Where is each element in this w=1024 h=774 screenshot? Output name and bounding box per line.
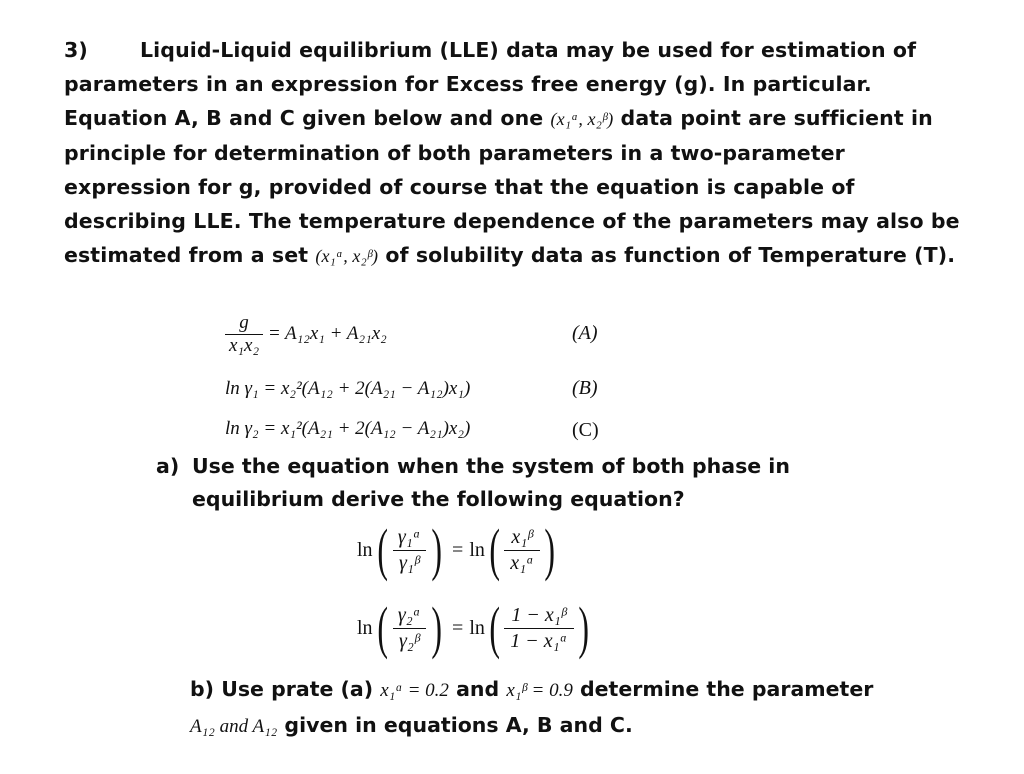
pair-notation-2: (x₁ᵅ, x₂ᵝ) <box>315 246 379 266</box>
ln-2-left-num: γ₂ᵅ <box>397 603 421 626</box>
paren-close-icon: ) <box>544 517 555 582</box>
ln-1-left-num: γ₁ᵅ <box>397 525 421 548</box>
part-b-condition-2: x₁ᵝ = 0.9 <box>506 680 573 701</box>
ln-1-left: ln <box>357 538 373 561</box>
ln-1-right: ln <box>469 538 485 561</box>
equation-b-expr: ln γ₁ = x₂²(A₁₂ + 2(A₂₁ − A₁₂)x₁) <box>225 378 471 399</box>
part-a-line-1: Use the equation when the system of both phase in <box>192 454 790 478</box>
paren-close-icon: ) <box>577 595 589 660</box>
paren-close-icon: ) <box>431 595 442 660</box>
ln-1-right-den: x₁ᵅ <box>504 550 540 576</box>
ln-2-left-fraction <box>392 603 427 654</box>
paren-open-icon: ( <box>376 595 388 660</box>
paren-close-icon: ) <box>431 517 442 582</box>
ln-2-right-fraction <box>504 603 573 654</box>
part-b-text-2: and <box>448 677 507 701</box>
part-a <box>156 450 976 516</box>
question-paragraph <box>64 33 974 273</box>
part-b <box>190 672 990 744</box>
part-b-text-3: determine the parameter <box>572 677 874 701</box>
ln-1-right-num: x₁ᵝ <box>511 525 533 548</box>
ln-2-right-num: 1 − x₁ᵝ <box>511 603 567 626</box>
pair-notation-1: (x₁ᵅ, x₂ᵝ) <box>550 109 614 129</box>
part-b-params: A₁₂ and A₁₂ <box>190 716 278 737</box>
ln-1-left-den: γ₁ᵝ <box>393 550 426 576</box>
question-text-3: of solubility data as function of Temperature (T). <box>378 243 956 267</box>
paren-open-icon: ( <box>376 517 388 582</box>
equation-b <box>225 378 470 400</box>
ln-equation-2 <box>357 595 593 660</box>
question-text-2: data point are sufficient in principle for determination of both parameters in a two-parameter expression for g, provided of course that the equation is capable of describing LLE. The temperature dependence of the parameters may also be estimated from a set <box>64 106 960 267</box>
ln-1-left-fraction <box>392 525 427 576</box>
equation-c-expr: ln γ₂ = x₁²(A₂₁ + 2(A₁₂ − A₂₁)x₂) <box>225 418 471 439</box>
paren-open-icon: ( <box>489 517 500 582</box>
part-b-label: b) <box>190 677 215 701</box>
equation-a-numerator: g <box>239 312 249 333</box>
equation-a-label: (A) <box>572 322 598 344</box>
part-b-text-1: Use prate (a) <box>221 677 381 701</box>
ln-equation-1 <box>357 517 559 582</box>
ln-2-left-den: γ₂ᵝ <box>393 628 426 654</box>
question-text-1: Liquid-Liquid equilibrium (LLE) data may be used for estimation of parameters in an expression for Excess free energy (g). In particular. Equation A, B and C given below and one <box>64 38 917 130</box>
ln-1-equals: = <box>452 538 464 561</box>
ln-2-equals: = <box>452 616 464 639</box>
part-a-line-2: equilibrium derive the following equation? <box>192 487 685 511</box>
ln-2-right: ln <box>469 616 485 639</box>
equation-c <box>225 418 470 440</box>
ln-2-right-den: 1 − x₁ᵅ <box>504 628 573 654</box>
equation-a-fraction <box>225 312 263 357</box>
paren-open-icon: ( <box>489 595 500 660</box>
part-a-label: a) <box>156 454 180 478</box>
equation-a-denominator: x₁x₂ <box>225 334 263 357</box>
part-b-condition-1: x₁ᵅ = 0.2 <box>380 680 449 701</box>
question-number: 3) <box>64 38 88 62</box>
equation-b-label: (B) <box>572 377 598 399</box>
part-b-text-4: given in equations A, B and C. <box>277 713 633 737</box>
equation-c-label: (C) <box>572 419 599 441</box>
equation-a <box>225 312 387 357</box>
ln-2-left: ln <box>357 616 373 639</box>
ln-1-right-fraction <box>504 525 540 576</box>
equation-a-rhs: = A₁₂x₁ + A₂₁x₂ <box>267 322 387 344</box>
